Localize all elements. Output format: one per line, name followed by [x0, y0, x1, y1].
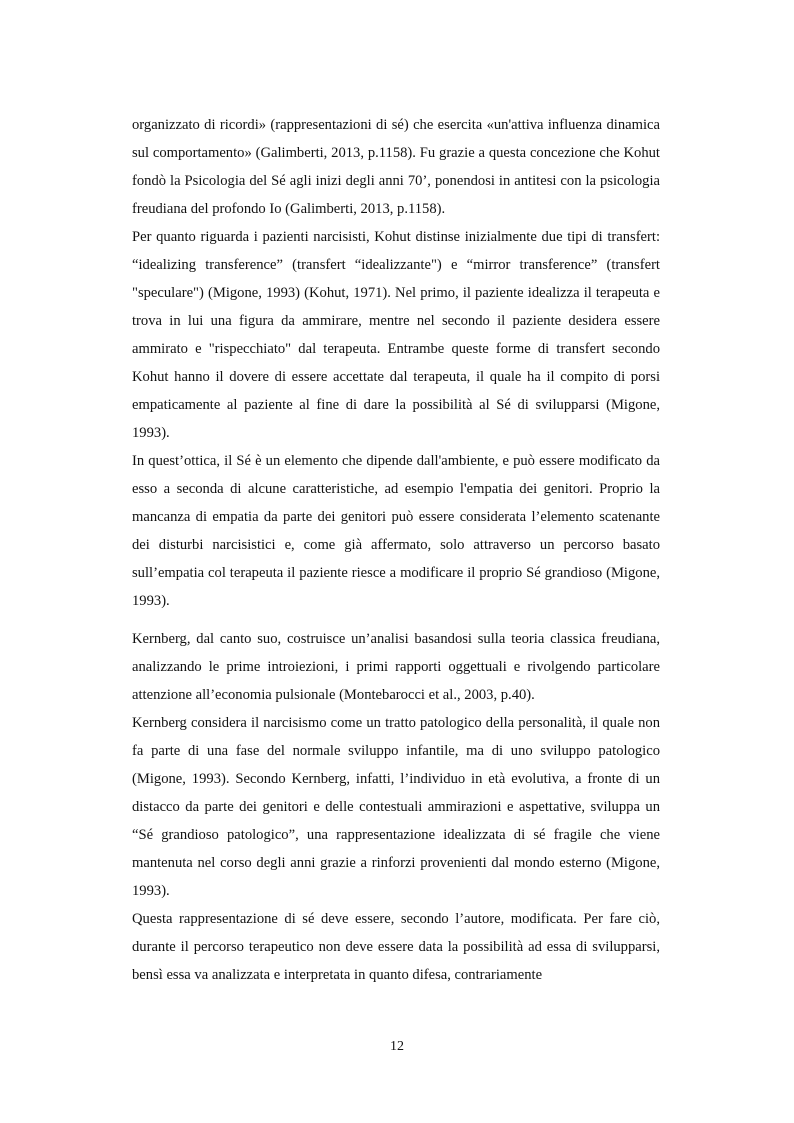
page-number: 12: [390, 1039, 404, 1054]
paragraph-representation: Questa rappresentazione di sé deve essere, secondo l’autore, modificata. Per fare ciò, durante il percorso terapeutico non deve essere data la possibilità ad essa di svilupparsi, bensì essa va analizzata e interpretata in quanto difesa, contrariamente: [132, 911, 660, 983]
paragraph-kohut-transference: Per quanto riguarda i pazienti narcisisti, Kohut distinse inizialmente due tipi di transfert: “idealizing transference” (transfert “idealizzante") e “mirror transference” (transfert "speculare") (Migone, 1993) (Kohut, 1971). Nel primo, il paziente idealizza il terapeuta e trova in lui una figura da ammirare, mentre nel secondo il paziente desidera essere ammirato e "rispecchiato" dal terapeuta. Entrambe queste forme di transfert secondo Kohut hanno il dovere di essere accettate dal terapeuta, il quale ha il compito di porsi empaticamente al paziente al fine di dare la possibilità al Sé di svilupparsi (Migone, 1993).: [132, 229, 660, 441]
body-text: [132, 111, 660, 989]
paragraph-kohut-self: organizzato di ricordi» (rappresentazioni di sé) che esercita «un'attiva influenza dinamica sul comportamento» (Galimberti, 2013, p.1158). Fu grazie a questa concezione che Kohut fondò la Psicologia del Sé agli inizi degli anni 70’, ponendosi in antitesi con la psicologia freudiana del profondo Io (Galimberti, 2013, p.1158).: [132, 117, 660, 217]
paragraph-kernberg-narcissism: Kernberg considera il narcisismo come un tratto patologico della personalità, il quale non fa parte di una fase del normale sviluppo infantile, ma di uno sviluppo patologico (Migone, 1993). Secondo Kernberg, infatti, l’individuo in età evolutiva, a fronte di un distacco da parte dei genitori e delle contestuali ammirazioni e aspettative, sviluppa un “Sé grandioso patologico”, una rappresentazione idealizzata di sé fragile che viene mantenuta nel corso degli anni grazie a rinforzi provenienti dal mondo esterno (Migone, 1993).: [132, 715, 660, 899]
paragraph-empathy: In quest’ottica, il Sé è un elemento che dipende dall'ambiente, e può essere modificato da esso a seconda di alcune caratteristiche, ad esempio l'empatia dei genitori. Proprio la mancanza di empatia da parte dei genitori può essere considerata l’elemento scatenante dei disturbi narcisistici e, come già affermato, solo attraverso un percorso basato sull’empatia col terapeuta il paziente riesce a modificare il proprio Sé grandioso (Migone, 1993).: [132, 453, 660, 609]
paragraph-kernberg-analysis: Kernberg, dal canto suo, costruisce un’analisi basandosi sulla teoria classica freudiana, analizzando le prime introiezioni, i primi rapporti oggettuali e rivolgendo particolare attenzione all’economia pulsionale (Montebarocci et al., 2003, p.40).: [132, 631, 660, 703]
